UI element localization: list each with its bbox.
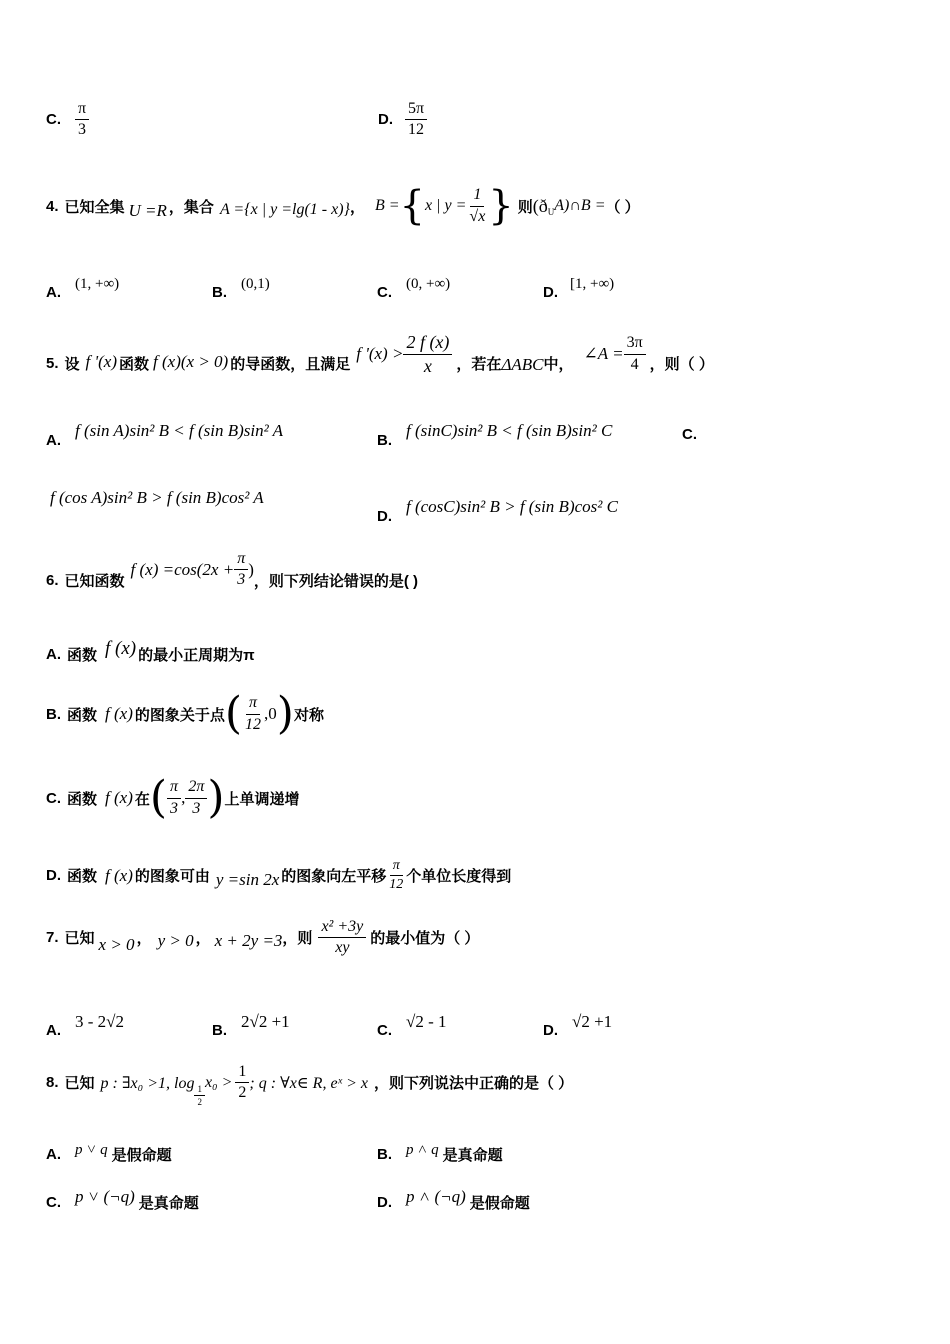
question-number: 5. [46,354,59,372]
q7-option-a[interactable] [46,1004,124,1039]
q5-option-c-label[interactable] [682,426,697,444]
option-label: A. [46,284,61,301]
option-label: C. [682,426,697,443]
option-text: 的最小正周期为π [138,647,255,664]
option-value: (0,1) [241,276,270,292]
stem-text: 中， [543,355,574,373]
brace-right: } [488,183,514,229]
question-number: 4. [46,197,59,215]
stem-text: 已知全集 [64,198,125,216]
option-value: f (cosC)sin² B > f (sin B)cos² C [406,496,618,516]
stem-text: ，若在 [456,355,502,373]
option-text: 函数 [67,647,98,664]
fraction: $\frac{1}{2}$ [235,1063,249,1103]
option-text: 是真命题 [138,1195,199,1212]
stem-text: 已知函数 [64,573,125,590]
option-text: 上单调递增 [224,790,300,808]
fraction: $\frac{2\pi}{3}$ [185,778,207,818]
option-value: [1, +∞) [570,276,615,292]
fraction: $\frac{\pi}{3}$ [75,100,89,140]
option-label: C. [377,1022,392,1039]
option-label: B. [212,1022,227,1039]
set-a: A ={x | y =lg(1 - x)} [219,201,350,218]
math-fx: f (x) [105,865,133,885]
option-label: D. [378,111,393,129]
option-text: 的图象向左平移 [281,868,387,886]
option-label: B. [377,432,392,449]
question-number: 8. [46,1074,59,1092]
q8-stem [46,1058,573,1108]
option-label: C. [46,789,61,807]
answer-paren: （ ） [605,198,640,216]
math-zero: ,0 [264,704,277,723]
paren-left: ( [149,772,168,823]
q7-stem [46,918,479,958]
option-label: B. [212,284,227,301]
q4-option-d[interactable] [543,268,614,301]
q7-option-c[interactable] [377,1004,447,1039]
q7-option-b[interactable] [212,1004,290,1039]
math-triangle: ΔABC [501,355,544,375]
option-label: D. [377,1194,392,1211]
paren-left: ( [224,688,243,739]
comma: , [181,788,186,807]
stem-text: ，集合 [168,198,214,216]
math-func-close: ) [248,559,254,579]
option-text: 的图象可由 [134,868,210,886]
q4-option-c[interactable] [377,268,450,301]
fraction: $\frac{3\pi}{4}$ [624,334,646,374]
option-value: 3 - 2√2 [75,1011,124,1031]
q5-stem [46,332,714,376]
option-value: (0, +∞) [406,276,451,292]
math-p2: x₀ > [204,1073,233,1091]
complement-expr: (ð [532,195,548,216]
fraction: $\frac{1}{√x}$ [469,186,486,225]
option-text: 的图象关于点 [134,706,225,724]
option-expr: p ˅ q [75,1142,108,1158]
math-fx: f (x) [105,788,133,807]
option-value: 2√2 +1 [241,1011,290,1031]
option-label: A. [46,1022,61,1039]
option-expr: p ˄ q [406,1142,439,1158]
option-text: 是假命题 [469,1195,530,1212]
option-text: 是假命题 [111,1147,172,1164]
math-fprime: f '(x) [85,352,118,372]
set-b-mid: x | y = [425,197,467,214]
option-text: 在 [134,790,150,808]
q8-option-d[interactable] [377,1180,530,1213]
math-func: f (x) =cos(2x + [130,559,235,579]
option-value: √2 +1 [572,1011,613,1031]
universe-set: U =R [128,201,167,220]
option-value: f (sinC)sin² B < f (sin B)sin² C [406,420,613,440]
q5-option-b[interactable] [377,412,612,449]
option-label: D. [543,1022,558,1039]
option-text: 函数 [67,706,98,724]
math-condition: x + 2y =3 [214,930,283,950]
q4-option-b[interactable] [212,268,270,301]
stem-text: 设 [64,355,80,373]
option-label: A. [46,646,61,663]
stem-text: 则 [517,198,533,216]
option-value: (1, +∞) [75,276,120,292]
stem-text: ， [349,198,365,216]
q4-option-a[interactable] [46,268,119,301]
fraction: $\frac{2 f (x)}{x}$ [403,332,452,376]
option-label: C. [377,284,392,301]
option-label: C. [46,1194,61,1211]
math-angle: ∠A = [583,344,624,364]
q8-option-a[interactable] [46,1136,172,1165]
q8-option-b[interactable] [377,1136,503,1165]
fraction: $\frac{\pi}{12}$ [389,858,404,893]
option-label: D. [377,508,392,525]
stem-text: ，则下列说法中正确的是（ ） [373,1075,574,1093]
option-value: f (sin A)sin² B < f (sin B)sin² A [75,420,284,440]
complement-sub: U [547,207,555,217]
q6-stem [46,548,418,591]
option-label: B. [377,1146,392,1163]
fraction: $\frac{\text{x² +3y}}{xy}$ [318,918,366,958]
fraction: $\frac{\pi}{12}$ [245,694,262,733]
math-condition: f (x)(x > 0) [153,352,229,372]
q6-option-b[interactable] [46,688,324,739]
stem-text: ，则（ ） [649,355,714,373]
option-label: A. [46,432,61,449]
option-text: 个单位长度得到 [406,868,512,886]
fraction: $\frac{\pi}{3}$ [167,778,181,818]
option-label: A. [46,1146,61,1163]
stem-text: ，则下列结论错误的是( ) [253,573,419,590]
brace-left: { [399,183,425,229]
stem-text: 已知 [64,930,95,948]
log-base: $\frac{1}{2}$ [194,1084,205,1108]
option-label: D. [543,284,558,301]
paren-right: ) [276,688,294,739]
math-q: ; q : ∀x∈ R, eˣ > x [249,1074,368,1092]
stem-text: 已知 [64,1075,95,1093]
stem-text: ， [195,930,211,948]
q4-stem [46,183,640,229]
math-fx: f (x) [105,704,133,723]
math-p: p : ∃x₀ >1, log [100,1074,195,1092]
option-label: D. [46,867,61,885]
option-expr: p ˄ (¬q) [406,1186,466,1206]
math-condition: x > 0 [98,934,135,954]
complement-tail: A)∩B = [554,197,606,214]
question-number: 6. [46,572,59,589]
stem-text: 的导函数，且满足 [230,355,351,373]
fraction: $\frac{5\pi}{12}$ [405,100,427,140]
question-number: 7. [46,929,59,947]
option-label: B. [46,705,61,723]
q6-option-a[interactable] [46,632,255,665]
paren-right: ) [207,772,225,823]
q3-option-d[interactable] [378,100,427,140]
q5-option-d[interactable] [377,488,618,525]
q7-option-d[interactable] [543,1004,612,1039]
q6-option-d[interactable] [46,858,511,893]
math-fx: f (x) [105,637,137,659]
option-text: 是真命题 [442,1147,503,1164]
option-value: f (cos A)sin² B > f (sin B)cos² A [50,488,264,507]
stem-text: 的最小值为（ ） [370,930,480,948]
fraction: $\frac{\pi}{3}$ [234,550,248,590]
q5-option-a[interactable] [46,412,283,449]
option-label: C. [46,111,61,129]
stem-text: ， [136,930,152,948]
set-b-left: B = [374,197,400,214]
option-text: 函数 [67,868,98,886]
stem-text: ，则 [282,930,313,948]
q5-option-c[interactable] [50,488,264,508]
math-func: y =sin 2x [215,869,280,889]
option-expr: p ˅ (¬q) [75,1186,135,1206]
option-value: √2 - 1 [406,1011,447,1031]
stem-text: 函数 [119,355,150,373]
q8-option-c[interactable] [46,1180,199,1213]
q3-option-c[interactable] [46,100,89,140]
option-text: 对称 [293,706,324,724]
math-ineq-left: f '(x) > [356,344,404,364]
option-text: 函数 [67,790,98,808]
math-condition: y > 0 [157,930,194,950]
q6-option-c[interactable] [46,772,300,823]
